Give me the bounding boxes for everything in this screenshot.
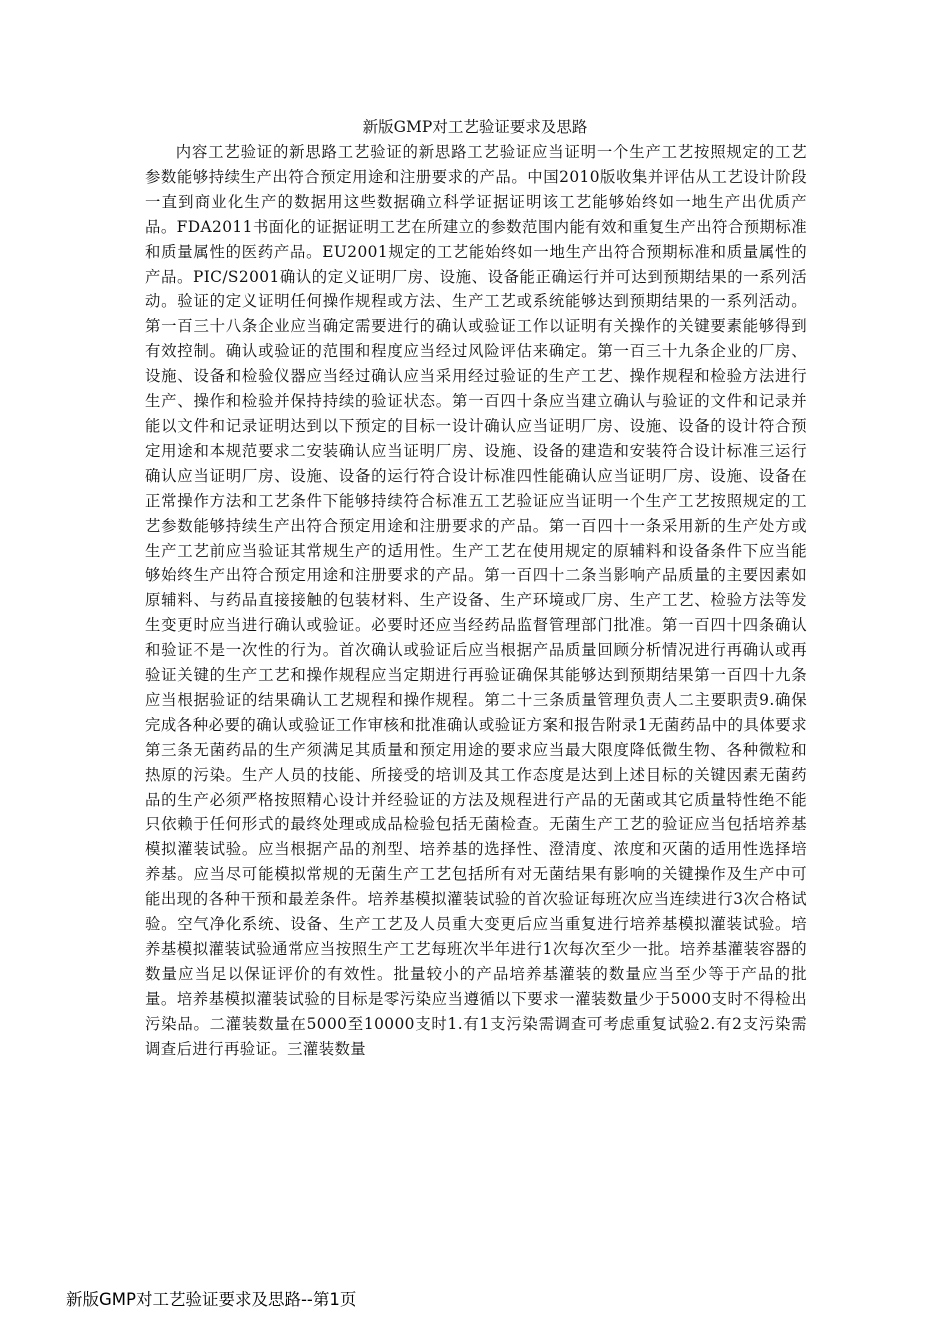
document-body: 内容工艺验证的新思路工艺验证的新思路工艺验证应当证明一个生产工艺按照规定的工艺参数能够持续生产出符合预定用途和注册要求的产品。中国2010版收集并评估从工艺设计阶段一直到商业化生产的数据用这些数据确立科学证据证明该工艺能够始终如一地生产出优质产品。FDA2011书面化的证据证明工艺在所建立的参数范围内能有效和重复生产出符合预期标准和质量属性的医药产品。EU2001规定的工艺能始终如一地生产出符合预期标准和质量属性的产品。PIC/S2001确认的定义证明厂房、设施、设备能正确运行并可达到预期结果的一系列活动。验证的定义证明任何操作规程或方法、生产工艺或系统能够达到预期结果的一系列活动。第一百三十八条企业应当确定需要进行的确认或验证工作以证明有关操作的关键要素能够得到有效控制。确认或验证的范围和程度应当经过风险评估来确定。第一百三十九条企业的厂房、设施、设备和检验仪器应当经过确认应当采用经过验证的生产工艺、操作规程和检验方法进行生产、操作和检验并保持持续的验证状态。第一百四十条应当建立确认与验证的文件和记录并能以文件和记录证明达到以下预定的目标一设计确认应当证明厂房、设施、设备的设计符合预定用途和本规范要求二安装确认应当证明厂房、设施、设备的建造和安装符合设计标准三运行确认应当证明厂房、设施、设备的运行符合设计标准四性能确认应当证明厂房、设施、设备在正常操作方法和工艺条件下能够持续符合标准五工艺验证应当证明一个生产工艺按照规定的工艺参数能够持续生产出符合预定用途和注册要求的产品。第一百四十一条采用新的生产处方或生产工艺前应当验证其常规生产的适用性。生产工艺在使用规定的原辅料和设备条件下应当能够始终生产出符合预定用途和注册要求的产品。第一百四十二条当影响产品质量的主要因素如原辅料、与药品直接接触的包装材料、生产设备、生产环境或厂房、生产工艺、检验方法等发生变更时应当进行确认或验证。必要时还应当经药品监督管理部门批准。第一百四十四条确认和验证不是一次性的行为。首次确认或验证后应当根据产品质量回顾分析情况进行再确认或再验证关键的生产工艺和操作规程应当定期进行再验证确保其能够达到预期结果第一百四十九条应当根据验证的结果确认工艺规程和操作规程。第二十三条质量管理负责人二主要职责9.确保完成各种必要的确认或验证工作审核和批准确认或验证方案和报告附录1无菌药品中的具体要求第三条无菌药品的生产须满足其质量和预定用途的要求应当最大限度降低微生物、各种微粒和热原的污染。生产人员的技能、所接受的培训及其工作态度是达到上述目标的关键因素无菌药品的生产必须严格按照精心设计并经验证的方法及规程进行产品的无菌或其它质量特性绝不能只依赖于任何形式的最终处理或成品检验包括无菌检查。无菌生产工艺的验证应当包括培养基模拟灌装试验。应当根据产品的剂型、培养基的选择性、澄清度、浓度和灭菌的适用性选择培养基。应当尽可能模拟常规的无菌生产工艺包括所有对无菌结果有影响的关键操作及生产中可能出现的各种干预和最差条件。培养基模拟灌装试验的首次验证每班次应当连续进行3次合格试验。空气净化系统、设备、生产工艺及人员重大变更后应当重复进行培养基模拟灌装试验。培养基模拟灌装试验通常应当按照生产工艺每班次半年进行1次每次至少一批。培养基灌装容器的数量应当足以保证评价的有效性。批量较小的产品培养基灌装的数量应当至少等于产品的批量。培养基模拟灌装试验的目标是零污染应当遵循以下要求一灌装数量少于5000支时不得检出污染品。二灌装数量在5000至10000支时1.有1支污染需调查可考虑重复试验2.有2支污染需调查后进行再验证。三灌装数量 xyxy=(145,143,807,1058)
document-title: 新版GMP对工艺验证要求及思路 xyxy=(362,118,588,136)
page-footer: 新版GMP对工艺验证要求及思路--第1页 xyxy=(66,1290,357,1309)
